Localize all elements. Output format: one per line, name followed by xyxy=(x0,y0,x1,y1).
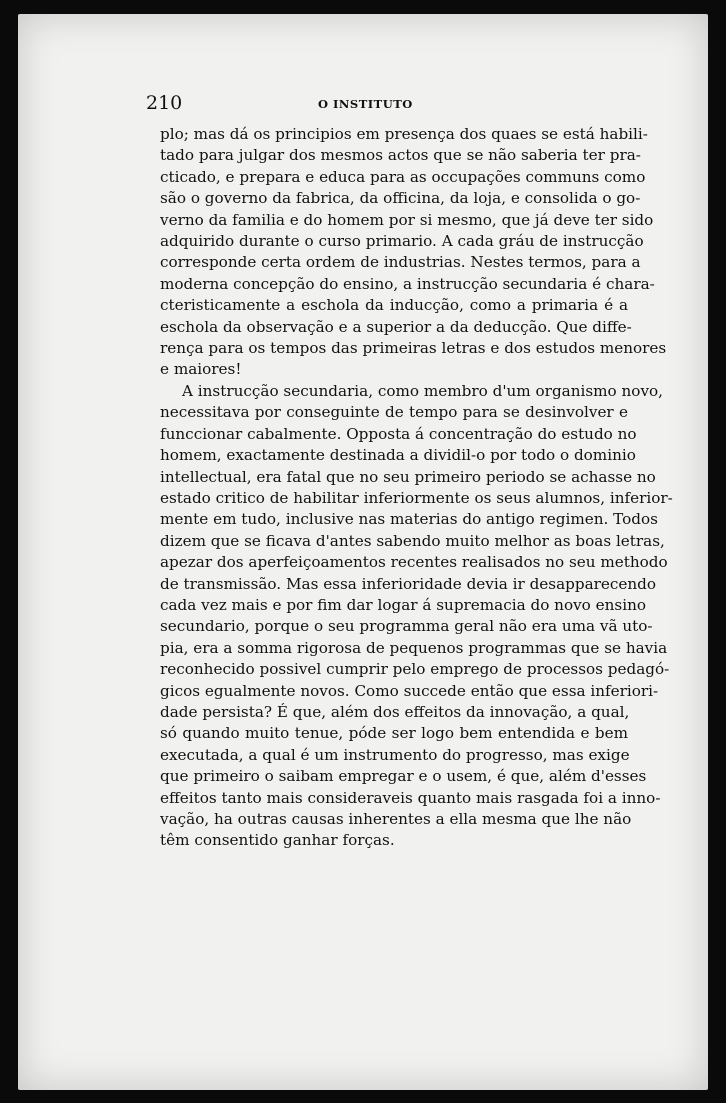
text-line: mente em tudo, inclusive nas materias do antigo regimen. Todos xyxy=(160,510,658,529)
text-line: cticado, e prepara e educa para as occupações communs como xyxy=(160,167,646,186)
text-line: reconhecido possivel cumprir pelo emprego de processos pedagó- xyxy=(160,660,670,679)
text-line: pia, era a somma rigorosa de pequenos programmas que se havia xyxy=(160,638,668,657)
text-line: eschola da observação e a superior a da deducção. Que diffe- xyxy=(160,317,632,336)
text-line: rença para os tempos das primeiras letras e dos estudos menores xyxy=(160,339,667,358)
running-title: O INSTITUTO xyxy=(318,97,413,111)
text-line: moderna concepção do ensino, a instrucção secundaria é chara- xyxy=(160,274,655,293)
text-line: executada, a qual é um instrumento do progresso, mas exige xyxy=(160,745,630,764)
text-line: dizem que se ficava d'antes sabendo muito melhor as boas letras, xyxy=(160,531,665,550)
page-number: 210 xyxy=(146,92,183,114)
text-line: tado para julgar dos mesmos actos que se não saberia ter pra- xyxy=(160,146,641,165)
text-line: secundario, porque o seu programma geral não era uma vã uto- xyxy=(160,617,653,636)
text-line: dade persista? É que, além dos effeitos da innovação, a qual, xyxy=(160,702,630,721)
text-line: estado critico de habilitar inferiormente os seus alumnos, inferior- xyxy=(160,488,673,507)
text-line: de transmissão. Mas essa inferioridade devia ir desapparecendo xyxy=(160,574,657,593)
text-line: intellectual, era fatal que no seu primeiro periodo se achasse no xyxy=(160,467,656,486)
text-line: e maiores! xyxy=(160,360,242,379)
text-line: corresponde certa ordem de industrias. Nestes termos, para a xyxy=(160,253,641,272)
text-line: adquirido durante o curso primario. A cada gráu de instrucção xyxy=(160,232,644,251)
running-head xyxy=(146,92,626,114)
text-line: que primeiro o saibam empregar e o usem, é que, além d'esses xyxy=(160,767,647,786)
text-line: gicos egualmente novos. Como succede então que essa inferiori- xyxy=(160,681,659,700)
text-line: são o governo da fabrica, da officina, da loja, e consolida o go- xyxy=(160,189,641,208)
text-line: plo; mas dá os principios em presença dos quaes se está habili- xyxy=(160,125,648,143)
text-line: necessitava por conseguinte de tempo para se desinvolver e xyxy=(160,403,628,422)
body-text xyxy=(160,124,673,852)
text-line: cada vez mais e por fim dar logar á supremacia do novo ensino xyxy=(160,595,646,614)
text-line: verno da familia e do homem por si mesmo, que já deve ter sido xyxy=(160,210,654,229)
text-line: apezar dos aperfeiçoamentos recentes realisados no seu methodo xyxy=(160,553,668,572)
paragraph-2 xyxy=(160,381,673,852)
text-line: só quando muito tenue, póde ser logo bem entendida e bem xyxy=(160,724,628,743)
paragraph-1 xyxy=(160,124,667,381)
text-line: têm consentido ganhar forças. xyxy=(160,831,395,850)
text-line: homem, exactamente destinada a dividil-o por todo o dominio xyxy=(160,446,636,465)
text-line: effeitos tanto mais consideraveis quanto mais rasgada foi a inno- xyxy=(160,788,661,807)
text-line: A instrucção secundaria, como membro d'um organismo novo, xyxy=(182,381,664,400)
text-line: vação, ha outras causas inherentes a ella mesma que lhe não xyxy=(160,810,632,828)
text-line: funccionar cabalmente. Opposta á concentração do estudo no xyxy=(160,424,637,443)
text-line: cteristicamente a eschola da inducção, como a primaria é a xyxy=(160,296,628,315)
